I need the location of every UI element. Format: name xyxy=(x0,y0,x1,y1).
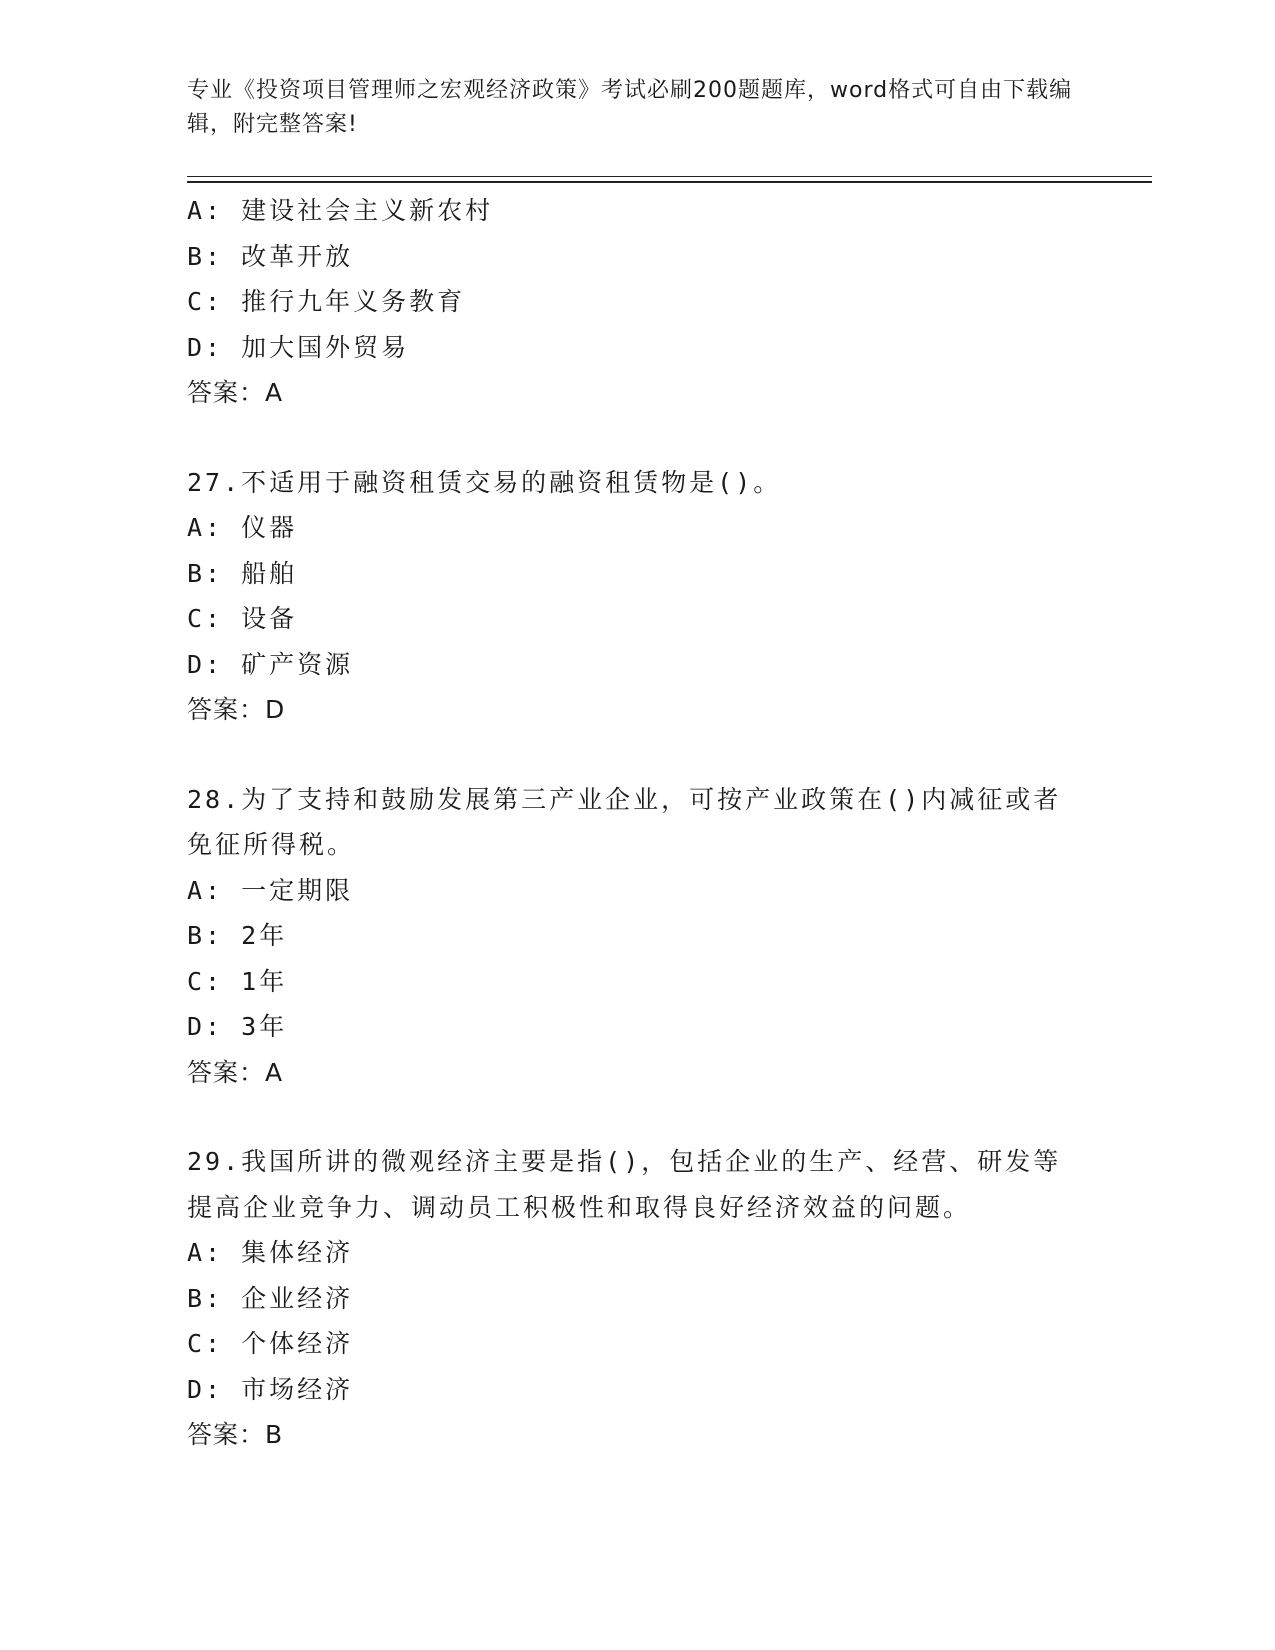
option-d: D: 3年 xyxy=(187,1012,288,1041)
question-text: 27.不适用于融资租赁交易的融资租赁物是()。 xyxy=(187,467,782,497)
question-26 xyxy=(187,188,1087,416)
option-a: A: 仪器 xyxy=(187,513,298,542)
question-text-line-2: 提高企业竞争力、调动员工积极性和取得良好经济效益的问题。 xyxy=(187,1192,972,1222)
question-list xyxy=(187,188,1087,1458)
question-27 xyxy=(187,460,1087,733)
option-d: D: 加大国外贸易 xyxy=(187,332,410,362)
question-text-line-1: 28.为了支持和鼓励发展第三产业企业，可按产业政策在()内减征或者 xyxy=(187,784,1062,814)
question-text-line-2: 免征所得税。 xyxy=(187,830,356,859)
option-c: C: 个体经济 xyxy=(187,1329,354,1358)
answer: 答案：D xyxy=(187,695,286,724)
option-a: A: 建设社会主义新农村 xyxy=(187,196,494,225)
option-d: D: 矿产资源 xyxy=(187,649,354,679)
option-b: B: 船舶 xyxy=(187,558,298,588)
answer: 答案：A xyxy=(187,378,284,407)
answer: 答案：B xyxy=(187,1420,284,1449)
document-header xyxy=(187,74,1087,142)
option-a: A: 集体经济 xyxy=(187,1238,354,1267)
option-b: B: 改革开放 xyxy=(187,241,354,271)
question-29 xyxy=(187,1139,1087,1458)
question-text-line-1: 29.我国所讲的微观经济主要是指()，包括企业的生产、经营、研发等 xyxy=(187,1147,1062,1176)
answer: 答案：A xyxy=(187,1057,284,1087)
option-b: B: 企业经济 xyxy=(187,1283,354,1313)
option-a: A: 一定期限 xyxy=(187,875,354,905)
option-d: D: 市场经济 xyxy=(187,1374,354,1404)
question-28 xyxy=(187,777,1087,1096)
option-c: C: 推行九年义务教育 xyxy=(187,287,466,316)
option-b: B: 2年 xyxy=(187,921,288,950)
header-divider-thin xyxy=(187,176,1152,177)
header-title: 专业《投资项目管理师之宏观经济政策》考试必刷200题题库，word格式可自由下载编辑，附完整答案! xyxy=(187,78,1073,137)
option-c: C: 设备 xyxy=(187,604,298,633)
header-divider-thick xyxy=(187,181,1152,183)
option-c: C: 1年 xyxy=(187,966,288,996)
